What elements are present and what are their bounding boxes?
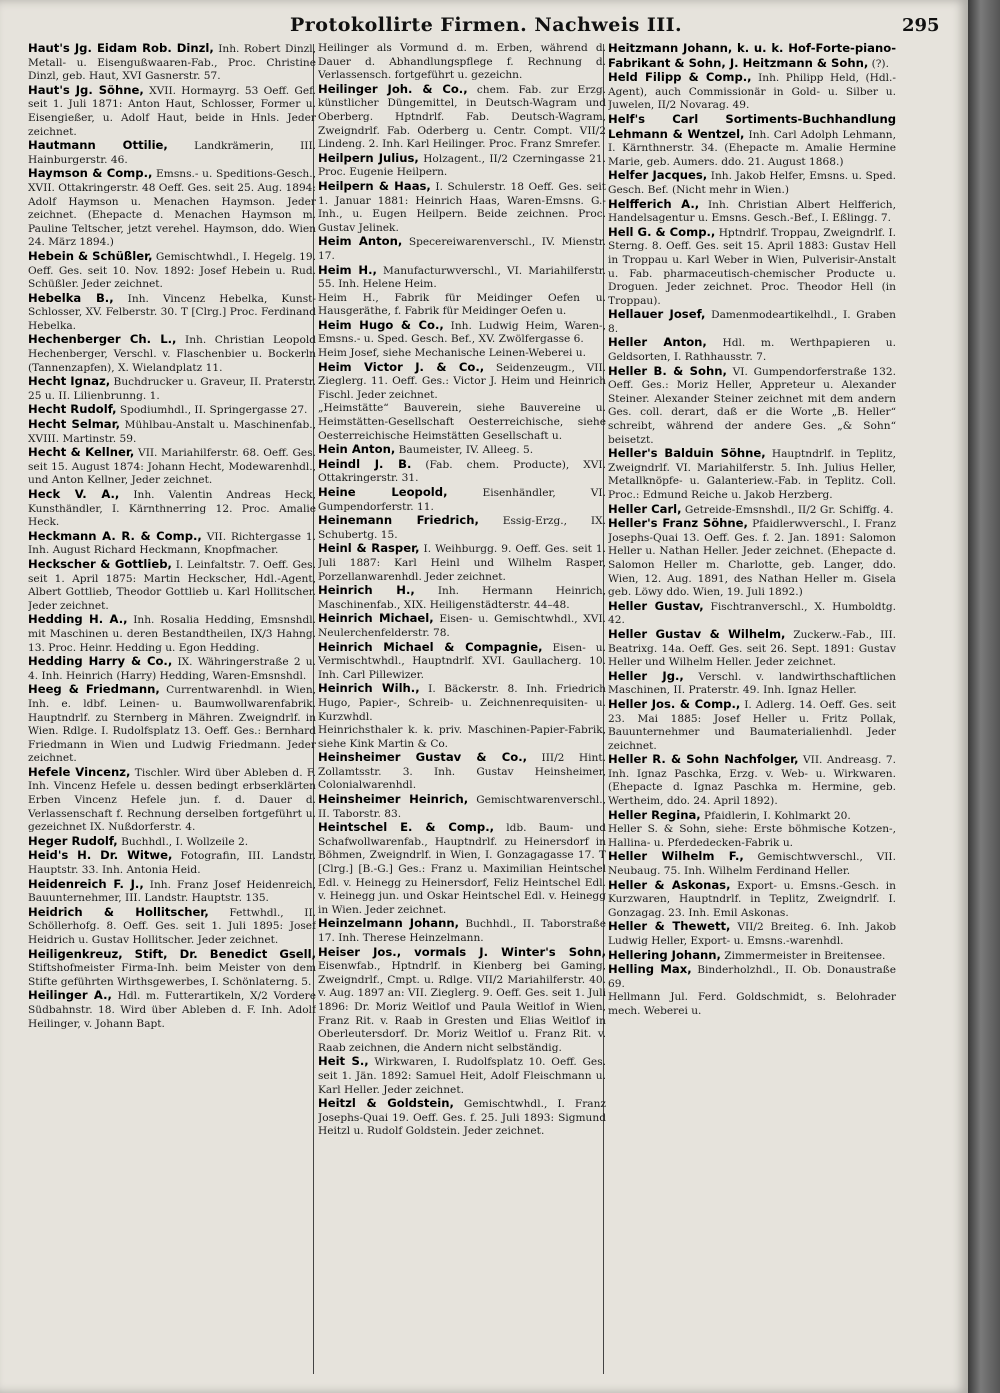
firm-name: Hell G. & Comp., [608,224,716,239]
firm-name: Hechenberger Ch. L., [28,332,177,347]
firm-name: Heller Jos. & Comp., [608,696,741,711]
directory-entry [318,612,606,640]
firm-name: Heintschel E. & Comp., [318,820,494,835]
directory-entry [608,71,896,113]
firm-name: Heim Anton, [318,234,403,249]
firm-name: Hefele Vincenz, [28,764,131,779]
directory-entry [28,488,316,530]
entry-text: Spodiumhdl., II. Springergasse 27. [116,404,308,417]
directory-entry [28,333,316,375]
directory-entry [608,963,896,991]
firm-name: Heine Leopold, [318,485,448,499]
firm-name: Heinl & Rasper, [318,541,420,556]
directory-entry [318,361,606,403]
entry-text: Fischtranverschl., X. Humboldtg. 42. [608,600,896,627]
directory-entry [318,42,606,83]
directory-entry [608,949,896,964]
firm-name: Held Filipp & Comp., [608,70,752,85]
directory-entry [608,226,896,309]
entry-text: Mühlbau-Anstalt u. Maschinenfab., XVIII. Martinstr. 59. [28,419,316,445]
entry-text: Fotografin, III. Landstr. Hauptstr. 33. Inh. Antonia Heid. [28,850,316,877]
firm-name: Heinzelmann Johann, [318,916,460,931]
firm-name: Heinrich Michael & Compagnie, [318,639,543,654]
firm-name: Haut's Jg. Söhne, [28,82,144,97]
firm-name: Heck V. A., [28,487,120,501]
entry-text: Currentwarenhdl. in Wien, Inh. e. ldbf. Leinen- u. Baumwollwarenfabrik. Hauptndrlf. zu Sternberg in Mähren. Zweigndrlf. in Wien. Rdlge. I. Rudolfsplatz 13. Oeff. Ges.: Bernhard Friedmann in Wien und Ludwig Friedmann. Jeder zeichnet. [28,684,316,765]
directory-entry [608,628,896,670]
entry-text: Inh. Philipp Held, (Hdl.-Agent), auch Commissionär in Gold- u. Silber u. Juwelen, II/2 Novarag. 49. [608,72,896,112]
entry-text: Eisenwfab., Hptndrlf. in Kienberg bei Gaming, Zweigndrlf., Cmpt. u. Rdlge. VII/2 Mariahilferstr. 40. v. Aug. 1897 an: VII. Zieglerg. 9. Oeff. Ges. seit 1. Juli 1896: Dr. Moriz Weitlof und Paula Weitlof in Wien, Franz Rit. v. Raab in Gresten und Elias Weitlof in Oberleutersdorf. Dr. Moriz Weitlof u. Franz Rit. v. Raab zeichnen, die Andern nicht selbständig. [318,960,606,1054]
entry-text: VII/2 Breiteg. 6. Inh. Jakob Ludwig Heller, Export- u. Emsns.-warenhdl. [608,921,896,947]
firm-name: Heitzl & Goldstein, [318,1096,454,1111]
entry-text: Gemischtwhdl., I. Franz Josephs-Quai 19. Oeff. Ges. f. 25. Juli 1893: Sigmund Heitzl u. Rudolf Goldstein. Jeder zeichnet. [318,1098,606,1138]
directory-entry [28,375,316,403]
firm-name: Hedding H. A., [28,612,128,627]
firm-name: Heindl J. B. [318,456,412,471]
directory-entry [608,809,896,824]
entry-text: Pfaidlerin, I. Kohlmarkt 20. [700,809,851,822]
entry-text: Buchhdl., I. Wollzeile 2. [117,835,249,848]
firm-name: Helf's Carl Sortiments-Buchhandlung Lehmann & Wentzel, [608,111,896,141]
directory-entry [608,447,896,502]
firm-name: Hellauer Josef, [608,307,706,322]
entry-text: Emsns.- u. Speditions-Gesch., XVII. Ottakringerstr. 48 Oeff. Ges. seit 25. Aug. 1894: Adolf Haymson u. Menachen Haymson. Jeder zeichnet. (Ehepacte d. Menachen Haymson m. Pauline Teltscher, jetzt verehel. Haymson, ddo. Wien 24. März 1894.) [28,168,316,249]
firm-name: Heiligenkreuz, Stift, Dr. Benedict Gsell, [28,946,316,961]
directory-entry [28,835,316,850]
firm-name: Hecht & Kellner, [28,445,135,460]
directory-entry [318,292,606,319]
entry-text: Heilinger als Vormund d. m. Erben, während d. Dauer d. Abhandlungspflege f. Rechnung d. Verlassensch. fortgeführt u. gezeichn. [318,42,606,82]
directory-entry [28,766,316,835]
entry-text: Holzagent., II/2 Czerningasse 21. Proc. Eugenie Heilpern. [318,152,606,179]
directory-entry [608,879,896,921]
firm-name: Hecht Rudolf, [28,402,117,417]
entry-text: Buchdrucker u. Graveur, II. Praterstr. 25 u. II. Lilienbrunng. 1. [28,376,316,402]
directory-entry [318,264,606,292]
directory-entry [28,446,316,488]
firm-name: Heinrich H., [318,583,415,598]
entry-text: Inh. Robert Dinzl, Metall- u. Eisengußwaaren-Fab., Proc. Christine Dinzl, geb. Haut, XVI Gasnerstr. 57. [28,43,316,83]
column-right [608,42,896,1382]
entry-text: Baumeister, IV. Alleeg. 5. [395,444,534,457]
directory-entry [318,486,606,514]
firm-name: Heim Victor J. & Co., [318,359,485,374]
directory-entry [608,42,896,71]
firm-name: Heller B. & Sohn, [608,363,727,378]
directory-entry [318,235,606,263]
firm-name: Hautmann Ottilie, [28,138,168,153]
firm-name: Helling Max, [608,962,692,977]
firm-name: Heit S., [318,1054,369,1069]
firm-name: Heller Anton, [608,335,707,350]
firm-name: Heilinger Joh. & Co., [318,81,468,96]
page-header: Protokollirte Firmen. Nachweis III. [290,14,683,36]
firm-name: Hecht Ignaz, [28,374,111,389]
firm-name: Heller Gustav & Wilhelm, [608,626,786,641]
entry-text: Landkrämerin, III. Hainburgerstr. 46. [28,140,316,166]
page-edge [968,0,1000,1393]
firm-name: Heiser Jos., vormals J. Winter's Sohn, [318,944,606,959]
firm-name: Heeg & Friedmann, [28,682,160,697]
entry-text: Inh. Jakob Helfer, Emsns. u. Sped. Gesch. Bef. (Nicht mehr in Wien.) [608,170,896,196]
entry-text: Getreide-Emsnshdl., II/2 Gr. Schiffg. 4. [681,503,894,516]
directory-entry [608,920,896,948]
entry-text: Hellmann Jul. Ferd. Goldschmidt, s. Belohrader mech. Weberei u. [608,991,896,1017]
directory-entry [318,821,606,917]
directory-entry [608,823,896,850]
firm-name: Heller & Askonas, [608,877,731,892]
firm-name: Heller Regina, [608,807,701,822]
entry-text: VII. Mariahilferstr. 68. Oeff. Ges. seit 15. August 1874: Johann Hecht, Modewarenhdl., und Anton Kellner, Jeder zeichnet. [28,447,316,487]
entry-text: Zuckerw.-Fab., III. Beatrixg. 14a. Oeff. Ges. seit 26. Sept. 1891: Gustav Heller und Wilhelm Heller. Jeder zeichnet. [608,628,896,669]
entry-text: Heinrichsthaler k. k. priv. Maschinen-Papier-Fabrik, siehe Kink Martin & Co. [318,724,606,750]
firm-name: Heidenreich F. J., [28,876,144,891]
firm-name: Hedding Harry & Co., [28,654,173,669]
entry-text: Inh. Rosalia Hedding, Emsnshdl. mit Maschinen u. deren Bestandtheilen, IX/3 Hahng. 13. Proc. Heinr. Hedding u. Egon Hedding. [28,614,316,654]
directory-entry [318,514,606,542]
entry-text: I. Schulerstr. 18 Oeff. Ges. seit 1. Januar 1881: Heinrich Haas, Waren-Emsns. G.-Inh., u. Eugen Heilpern. Beide zeichnen. Proc. Gustav Jelinek. [318,180,606,234]
entry-text: Gemischtwarenverschl., II. Taborstr. 83. [318,794,606,820]
directory-entry [318,917,606,945]
directory-entry [318,458,606,486]
firm-name: Heller R. & Sohn Nachfolger, [608,752,799,767]
firm-name: Heid's H. Dr. Witwe, [28,848,173,863]
directory-entry [28,849,316,877]
firm-name: Heinemann Friedrich, [318,513,479,528]
entry-text: I. Leinfaltstr. 7. Oeff. Ges. seit 1. April 1875: Martin Heckscher, Hdl.-Agent, Albert Gottlieb, Theodor Gottlieb u. Karl Hollitscher. Jeder zeichnet. [28,558,316,612]
firm-name: Helfferich A., [608,196,700,211]
entry-text: Buchhdl., II. Taborstraße 17. Inh. Therese Heinzelmann. [318,918,606,944]
entry-text: Eisenhändler, VI. Gumpendorferstr. 11. [318,487,606,513]
directory-entry [608,753,896,808]
directory-entry [318,793,606,821]
directory-entry [318,751,606,793]
directory-entry [28,948,316,990]
directory-entry [28,167,316,250]
directory-entry [608,503,896,518]
firm-name: Heinsheimer Heinrich, [318,792,469,807]
directory-entry [318,1097,606,1139]
directory-entry [318,180,606,235]
entry-text: (?). [868,57,889,70]
firm-name: Heilpern & Haas, [318,178,431,193]
page-number: 295 [902,15,940,36]
firm-name: Heller's Franz Söhne, [608,516,748,531]
entry-text: Specereiwarenverschl., IV. Mienstr. 17. [318,236,606,262]
entry-text: Binderholzhdl., II. Ob. Donaustraße 69. [608,964,896,990]
directory-entry [608,517,896,600]
directory-entry [318,319,606,347]
entry-text: Seidenzeugm., VII. Zieglerg. 11. Oeff. Ges.: Victor J. Heim und Heinrich Fischl. Jeder zeichnet. [318,361,606,401]
firm-name: Hein Anton, [318,442,396,457]
entry-text: III/2 Hint. Zollamtsstr. 3. Inh. Gustav Heinsheimer, Colonialwarenhdl. [318,752,606,792]
firm-name: Heller & Thewett, [608,919,731,934]
entry-text: Verschl. v. landwirthschaftlichen Maschinen, II. Praterstr. 49. Inh. Ignaz Heller. [608,670,896,697]
directory-entry [608,169,896,197]
firm-name: Heidrich & Hollitscher, [28,904,209,919]
firm-name: Hellering Johann, [608,947,721,962]
firm-name: Heller Carl, [608,501,682,516]
directory-entry [318,402,606,443]
entry-text: Inh. Franz Josef Heidenreich, Bauunternehmer, III. Landstr. Hauptstr. 135. [28,878,316,905]
directory-entry [28,683,316,766]
directory-entry [28,558,316,613]
entry-text: Zimmermeister in Breitensee. [720,949,886,962]
directory-entry [318,682,606,724]
entry-text: chem. Fab. zur Erzg. künstlicher Düngemittel, in Deutsch-Wagram und Oberberg. Hptndrlf. Fab. Deutsch-Wagram, Zweigndrlf. Fab. Oderberg u. Centr. Compt. VII/2 Lindeng. 2. Inh. Karl Heilinger. Proc. Franz Smrefer. [318,83,606,151]
directory-entry [28,655,316,683]
entry-text: Inh. Ludwig Heim, Waren-, Emsns.- u. Sped. Gesch. Bef., XV. Zwölfergasse 6. [318,319,606,346]
column-middle [318,42,606,1382]
directory-entry [608,198,896,226]
entry-text: Manufacturwverschl., VI. Mariahilferstr. 55. Inh. Helene Heim. [318,264,606,291]
entry-text: Tischler. Wird über Ableben d. F. Inh. Vincenz Hefele u. dessen bedingt erbserklärten Erben Vincenz Hefele jun. f. d. Dauer d. Verlassenschaft f. Rechnung derselben fortgeführt u. gezeichnet IX. Nußdorferstr. 4. [28,766,316,834]
entry-text: Gemischtwhdl., I. Hegelg. 19. Oeff. Ges. seit 10. Nov. 1892: Josef Hebein u. Rud. Schüßler. Jeder zeichnet. [28,250,316,291]
entry-text: IX. Währingerstraße 2 u. 4. Inh. Heinrich (Harry) Hedding, Waren-Emsnshdl. [28,656,316,682]
directory-entry [28,613,316,655]
firm-name: Heim H., [318,262,377,277]
entry-text: VI. Gumpendorferstraße 132. Oeff. Ges.: Moriz Heller, Appreteur u. Alexander Steiner. Alexander Steiner zeichnet mit dem andern Ges. coll. derart, daß er die Worte „B. Heller“ schreibt, während der andere Ges. „& Sohn“ beisetzt. [608,365,896,446]
firm-name: Heilpern Julius, [318,150,419,165]
entry-text: I. Bäckerstr. 8. Inh. Friedrich Hugo, Papier-, Schreib- u. Zeichnenrequisiten- u. Kurzwhdl. [318,683,606,723]
firm-name: Helfer Jacques, [608,168,708,183]
firm-name: Heller Jg., [608,668,684,683]
directory-entry [608,113,896,169]
entry-text: Inh. Carl Adolph Lehmann, I. Kärnthnerstr. 34. (Ehepacte m. Amalie Hermine Marie, geb. Aumers. ddo. 21. August 1868.) [608,128,896,168]
firm-name: Haut's Jg. Eidam Rob. Dinzl, [28,42,214,55]
entry-text: Hptndrlf. Troppau, Zweigndrlf. I. Sterng. 8. Oeff. Ges. seit 15. April 1883: Gustav Hell in Troppau u. Karl Weber in Wien, Pulverisir-Anstalt u. Fab. pharmaceutisch-chemischer Producte u. Droguen. Jeder zeichnet. Proc. Theodor Hell (in Troppau). [608,226,896,307]
directory-entry [608,336,896,364]
firm-name: Heinrich Wilh., [318,681,420,696]
directory-entry [318,1055,606,1097]
firm-name: Heller's Balduin Söhne, [608,446,766,461]
directory-entry [28,403,316,418]
directory-entry [28,292,316,334]
entry-text: VII. Richtergasse 1. Inh. August Richard Heckmann, Knopfmacher. [28,530,316,557]
entry-text: I. Adlerg. 14. Oeff. Ges. seit 23. Mai 1885: Josef Heller u. Fritz Pollak, Bauunternehmer und Baumaterialienhdl. Jeder zeichnet. [608,698,896,752]
directory-entry [318,542,606,584]
entry-text: Export- u. Emsns.-Gesch. in Kurzwaren, Hauptndrlf. in Teplitz, Zweigndrlf. I. Gonzagag. 23. Inh. Emil Askonas. [608,879,896,919]
entry-text: Inh. Valentin Andreas Heck, Kunsthändler, I. Kärnthnerring 12. Proc. Amalie Heck. [28,489,316,529]
directory-entry [318,83,606,152]
entry-text: ldb. Baum- und Schafwollwarenfab., Hauptndrlf. zu Heinersdorf in Böhmen, Zweigndrlf. in Wien, I. Gonzagagasse 17. T [Clrg.] [B.-G.] Ges.: Franz u. Maximilian Heintschel Edl. v. Heinegg zu Heinersdorf, Feliz Heintschel Edl. v. Heinegg jun. und Oskar Heintschel Edl. v. Heinegg in Wien. Jeder zeichnet. [318,822,606,916]
entry-text: Inh. Christian Leopold Hechenberger, Verschl. v. Flaschenbier u. Bockerln (Tannenzapfen), X. Wielandplatz 11. [28,334,316,374]
entry-text: Heim H., Fabrik für Meidinger Oefen u. Hausgeräthe, f. Fabrik für Meidinger Oefen u. [318,291,606,318]
entry-text: Fettwhdl., II. Schöllerhofg. 8. Oeff. Ges. seit 1. Juli 1895: Josef Heidrich u. Gustav Hollitscher. Jeder zeichnet. [28,906,316,946]
entry-text: (Fab. chem. Producte), XVI. Ottakringerstr. 31. [318,458,606,485]
directory-entry [608,365,896,448]
directory-entry [318,946,606,1056]
directory-entry [608,850,896,878]
directory-entry [608,600,896,628]
firm-name: Hecht Selmar, [28,417,121,432]
entry-text: I. Weihburgg. 9. Oeff. Ges. seit 1. Juli 1887: Karl Heinl und Wilhelm Rasper, Porzellanwarenhdl. Jeder zeichnet. [318,543,606,583]
firm-name: Heller Wilhelm F., [608,849,744,864]
entry-text: Pfaidlerwverschl., I. Franz Josephs-Quai 13. Oeff. Ges. f. 2. Jan. 1891: Salomon Heller u. Nathan Heller. Jeder zeichnet. (Ehepacte d. Salomon Heller m. Charlotte, geb. Langer, ddo. Wien, 12. Aug. 1891, des Nathan Heller m. Gisela geb. Löwy ddo. Wien, 19. Juli 1892.) [608,518,896,599]
entry-text: Stiftshofmeister Firma-Inh. beim Meister von dem Stifte geführten Wirthsgewerbes, I. Schönlaterng. 5. [28,962,316,988]
entry-text: Wirkwaren, I. Rudolfsplatz 10. Oeff. Ges. seit 1. Jän. 1892: Samuel Heit, Adolf Fleischmann u. Karl Heller. Jeder zeichnet. [318,1056,606,1096]
entry-text: Essig-Erzg., IX. Schubertg. 15. [318,515,606,541]
column-left [28,42,316,1382]
firm-name: Heger Rudolf, [28,833,118,848]
entry-text: Hauptndrlf. in Teplitz, Zweigndrlf. VI. Mariahilferstr. 5. Inh. Julius Heller, Metallknöpfe- u. Galanteriew.-Fab. in Teplitz. Coll. Proc.: Edmund Reiche u. Jakob Herzberg. [608,448,896,501]
entry-text: Eisen- u. Vermischtwhdl., Hauptndrlf. XVI. Gaullacherg. 10. Inh. Carl Pillewizer. [318,641,606,681]
directory-entry [28,906,316,948]
directory-entry [318,152,606,180]
entry-text: XVII. Hormayrg. 53 Oeff. Gef. seit 1. Juli 1871: Anton Haut, Schlosser, Former u. Eisengießer, u. Adolf Haut, beide in Hnls. Jeder zeichnet. [28,84,316,138]
entry-text: Heim Josef, siehe Mechanische Leinen-Weberei u. [318,347,586,360]
directory-entry [28,418,316,446]
directory-entry [28,989,316,1031]
directory-entry [318,347,606,361]
directory-entry [318,443,606,458]
directory-entry [608,670,896,698]
firm-name: Heckscher & Gottlieb, [28,556,172,571]
entry-text: Eisen- u. Gemischtwhdl., XVI. Neulerchenfelderstr. 78. [318,613,606,639]
directory-entry [608,991,896,1018]
firm-name: Hebelka B., [28,290,114,305]
entry-text: Inh. Christian Albert Helfferich, Handelsagentur u. Emsns. Gesch.-Bef., I. Eßlingg. 7. [608,198,896,225]
entry-text: „Heimstätte“ Bauverein, siehe Bauvereine u. Heimstätten-Gesellschaft Oesterreichische, siehe Oesterreichische Heimstätten Gesellschaft u. [318,402,606,442]
directory-entry [28,84,316,139]
directory-entry [608,308,896,336]
directory-entry [318,641,606,683]
entry-text: VII. Andreasg. 7. Inh. Ignaz Paschka, Erzg. v. Web- u. Wirkwaren. (Ehepacte d. Ignaz Paschka m. Hermine, geb. Wertheim, ddo. 24. April 1892). [608,754,896,808]
directory-entry [608,698,896,753]
directory-entry [28,42,316,84]
directory-entry [28,878,316,906]
firm-name: Heinrich Michael, [318,611,434,626]
entry-text: Inh. Hermann Heinrich, Maschinenfab., XIX. Heiligenstädterstr. 44–48. [318,585,606,611]
firm-name: Heim Hugo & Co., [318,317,444,332]
entry-text: Hdl. m. Futterartikeln, X/2 Vordere Südbahnstr. 18. Wird über Ableben d. F. Inh. Adolf Heilinger, v. Johann Bapt. [28,990,316,1030]
directory-entry [28,139,316,167]
firm-name: Heckmann A. R. & Comp., [28,528,202,543]
entry-text: Heller S. & Sohn, siehe: Erste böhmische Kotzen-, Hallina- u. Pferdedecken-Fabrik u. [608,823,896,849]
entry-text: Gemischtwverschl., VII. Neubaug. 75. Inh. Wilhelm Ferdinand Heller. [608,851,896,878]
directory-entry [318,584,606,612]
directory-entry [318,724,606,751]
entry-text: Inh. Vincenz Hebelka, Kunst-Schlosser, XV. Felberstr. 30. T [Clrg.] Proc. Ferdinand Hebelka. [28,292,316,332]
firm-name: Heller Gustav, [608,598,704,613]
entry-text: Hdl. m. Werthpapieren u. Geldsorten, I. Rathhausstr. 7. [608,337,896,364]
firm-name: Heitzmann Johann, k. u. k. Hof-Forte-piano-Fabrikant & Sohn, J. Heitzmann & Sohn, [608,42,896,70]
directory-entry [28,530,316,558]
firm-name: Hebein & Schüßler, [28,248,153,263]
directory-entry [28,250,316,292]
firm-name: Heilinger A., [28,988,112,1003]
firm-name: Haymson & Comp., [28,166,153,181]
firm-name: Heinsheimer Gustav & Co., [318,750,528,765]
entry-text: Damenmodeartikelhdl., I. Graben 8. [608,309,896,335]
